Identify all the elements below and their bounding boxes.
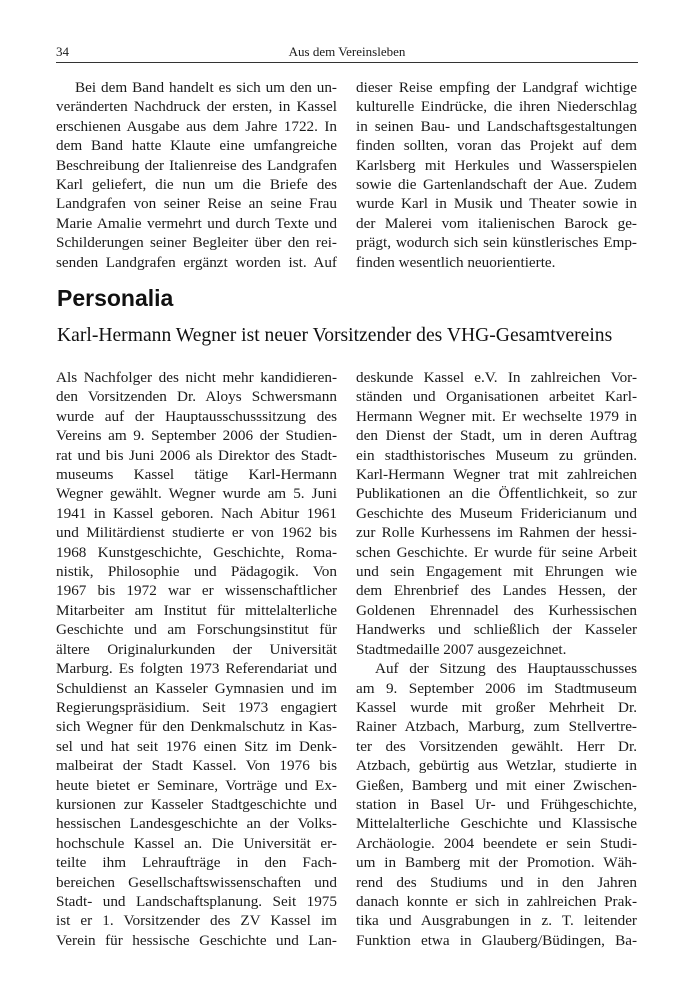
text-line: Atzbach, gebürtig aus Wetzlar, studierte in [356, 757, 637, 775]
text-line: Stadtmedaille 2007 ausgezeichnet. [356, 640, 567, 658]
text-line: finden sollten, voran das Projekt auf dem [356, 137, 637, 155]
text-line: hessischen Landesgeschichte an der Volks- [56, 815, 337, 833]
text-line: Hermann Wegner mit. Er wechselte 1979 in [356, 407, 637, 425]
text-line: rat und bis Juni 2006 als Direktor des Stadt- [56, 446, 337, 464]
text-line: sel und hat seit 1976 einen Sitz im Denk- [56, 737, 337, 755]
text-line: dem Ehrenbrief des Landes Hessen, der [356, 582, 637, 600]
text-line: Mitarbeiter am Institut für mittelalterliche [56, 601, 337, 619]
text-line: den Dienst der Stadt, um in deren Auftrag [356, 427, 637, 445]
article-title: Karl-Hermann Wegner ist neuer Vorsitzender des VHG-Gesamtvereins [57, 325, 613, 346]
text-line: und Militärdienst studierte er von 1962 bis [56, 524, 337, 542]
text-line: wurde auf der Hauptausschusssitzung des [56, 407, 337, 425]
text-line: Regierungspräsidium. Seit 1973 engagiert [56, 698, 337, 716]
header-rule [56, 62, 638, 63]
text-line: sich Wegner für den Denkmalschutz in Kas- [56, 718, 337, 736]
text-line: teilte ihm Lehraufträge in den Fach- [56, 854, 337, 872]
text-line: ältere Originalurkunden der Universität [56, 640, 337, 658]
text-line: erschienen Ausgabe aus dem Jahre 1722. In [56, 117, 337, 135]
text-line: Wegner gewählt. Wegner wurde am 5. Juni [56, 485, 337, 503]
text-line: nistik, Philosophie und Pädagogik. Von [56, 563, 337, 581]
article-right-column [356, 368, 637, 950]
text-line: den Vorsitzenden Dr. Aloys Schwersmann [56, 388, 337, 406]
text-line: Als Nachfolger des nicht mehr kandidieren- [56, 369, 337, 386]
text-line: sowie die Gartenlandschaft der Aue. Zudem [356, 176, 637, 194]
text-line: Karl geliefert, die nun um die Briefe des [56, 176, 337, 194]
text-line: Funktion etwa in Glauberg/Büdingen, Ba- [356, 931, 637, 949]
text-line: wurde Karl in Musik und Theater sowie in [356, 195, 637, 213]
text-line: Geschichte und am Forschungsinstitut für [56, 621, 337, 639]
text-line: Geschichte des Museum Fridericianum und [356, 504, 637, 522]
text-line: Handwerks und schließlich der Kasseler [356, 621, 637, 639]
text-line: station in Basel Ur- und Frühgeschichte, [356, 795, 637, 813]
text-line: 1967 bis 1972 war er wissenschaftlicher [56, 582, 337, 600]
text-line: ein stadthistorisches Museum zu gründen. [356, 446, 637, 464]
text-line: danach konnte er sich in zahlreichen Prak- [356, 892, 637, 910]
top-right-column [356, 78, 637, 272]
text-line: Stadt- und Landschaftsplanung. Seit 1975 [56, 892, 337, 910]
text-line: deskunde Kassel e.V. In zahlreichen Vor- [356, 369, 637, 386]
text-line: und sein Engagement mit Ehrungen wie [356, 563, 637, 581]
text-line: senden Landgrafen ergänzt worden ist. Auf [56, 253, 337, 271]
text-line: heute bietet er Seminare, Vorträge und Ex- [56, 776, 337, 794]
text-line: Verein für hessische Geschichte und Lan- [56, 931, 337, 949]
text-line: Kassel wurde mit großer Mehrheit Dr. [356, 698, 637, 716]
text-line: rend des Studiums und in den Jahren [356, 873, 637, 891]
text-line: Publikationen an die Öffentlichkeit, so zur [356, 485, 637, 503]
text-line: Landgrafen von seiner Reise an seine Frau [56, 195, 337, 213]
text-line: dem Band hatte Klaute eine umfangreiche [56, 137, 337, 155]
text-line: 1968 Kunstgeschichte, Geschichte, Roma- [56, 543, 337, 561]
text-line: am 9. September 2006 im Stadtmuseum [356, 679, 637, 697]
text-line: tika und Ausgrabungen in z. T. leitender [356, 912, 637, 930]
section-heading: Personalia [57, 285, 174, 311]
page-number: 34 [56, 44, 69, 59]
text-line: museums Kassel tätige Karl-Hermann [56, 466, 337, 484]
text-line: Auf der Sitzung des Hauptausschusses [375, 660, 637, 678]
text-line: finden wesentlich neuorientierte. [356, 253, 556, 271]
text-line: kursionen zur Kasseler Stadtgeschichte und [56, 795, 337, 813]
text-line: bereichen Gesellschaftswissenschaften und [56, 873, 337, 891]
text-line: Goldenen Ehrennadel des Kurhessischen [356, 601, 637, 619]
article-left-column [56, 368, 337, 950]
text-line: um in Bamberg mit der Promotion. Wäh- [356, 854, 637, 872]
text-line: schen Geschichte. Er wurde für seine Arbeit [356, 543, 637, 561]
text-line: Karlsberg mit Herkules und Wasserspielen [356, 156, 637, 174]
text-line: Karl-Hermann Wegner trat mit zahlreichen [356, 466, 637, 484]
text-line: dieser Reise empfing der Landgraf wichtige [356, 79, 637, 96]
text-line: in seinen Bau- und Landschaftsgestaltungen [356, 117, 637, 135]
text-line: Marie Amalie vermehrt und durch Texte und [56, 214, 337, 232]
text-line: veränderten Nachdruck der ersten, in Kassel [56, 98, 337, 116]
text-line: zur Rolle Kurhessens im Rahmen der hessi- [356, 524, 637, 542]
text-line: hochschule Kassel an. Die Universität er- [56, 834, 337, 852]
text-line: Marburg. Es folgten 1973 Referendariat und [56, 660, 337, 678]
text-line: prägt, wodurch sich sein künstlerisches Emp- [356, 234, 637, 252]
text-line: malbeirat der Stadt Kassel. Von 1976 bis [56, 757, 337, 775]
text-line: 1941 in Kassel geboren. Nach Abitur 1961 [56, 504, 337, 522]
text-line: Archäologie. 2004 beendete er sein Studi- [356, 834, 637, 852]
text-line: Rainer Atzbach, Marburg, zum Stellvertre- [356, 718, 637, 736]
running-header [56, 44, 638, 64]
text-line: Mittelalterliche Geschichte und Klassische [356, 815, 637, 833]
text-line: ter des Vorsitzenden gewählt. Herr Dr. [356, 737, 637, 755]
text-line: der Malerei vom italienischen Barock ge- [356, 214, 637, 232]
top-left-column [56, 78, 337, 272]
text-line: kulturelle Eindrücke, die ihren Niederschlag [356, 98, 637, 116]
running-title: Aus dem Vereinsleben [288, 44, 406, 59]
text-line: Schuldienst an Kasseler Gymnasien und im [56, 679, 337, 697]
text-line: Bei dem Band handelt es sich um den un- [75, 79, 337, 96]
text-line: Gießen, Bamberg und mit einer Zwischen- [356, 776, 637, 794]
text-line: ist er 1. Vorsitzender des ZV Kassel im [56, 912, 337, 930]
text-line: Beschreibung der Italienreise des Landgrafen [56, 156, 337, 174]
text-line: Schilderungen seiner Begleiter über den rei- [56, 234, 337, 252]
text-line: ständen und Organisationen arbeitet Karl- [356, 388, 637, 406]
text-line: Vereins am 9. September 2006 der Studien- [56, 427, 337, 445]
